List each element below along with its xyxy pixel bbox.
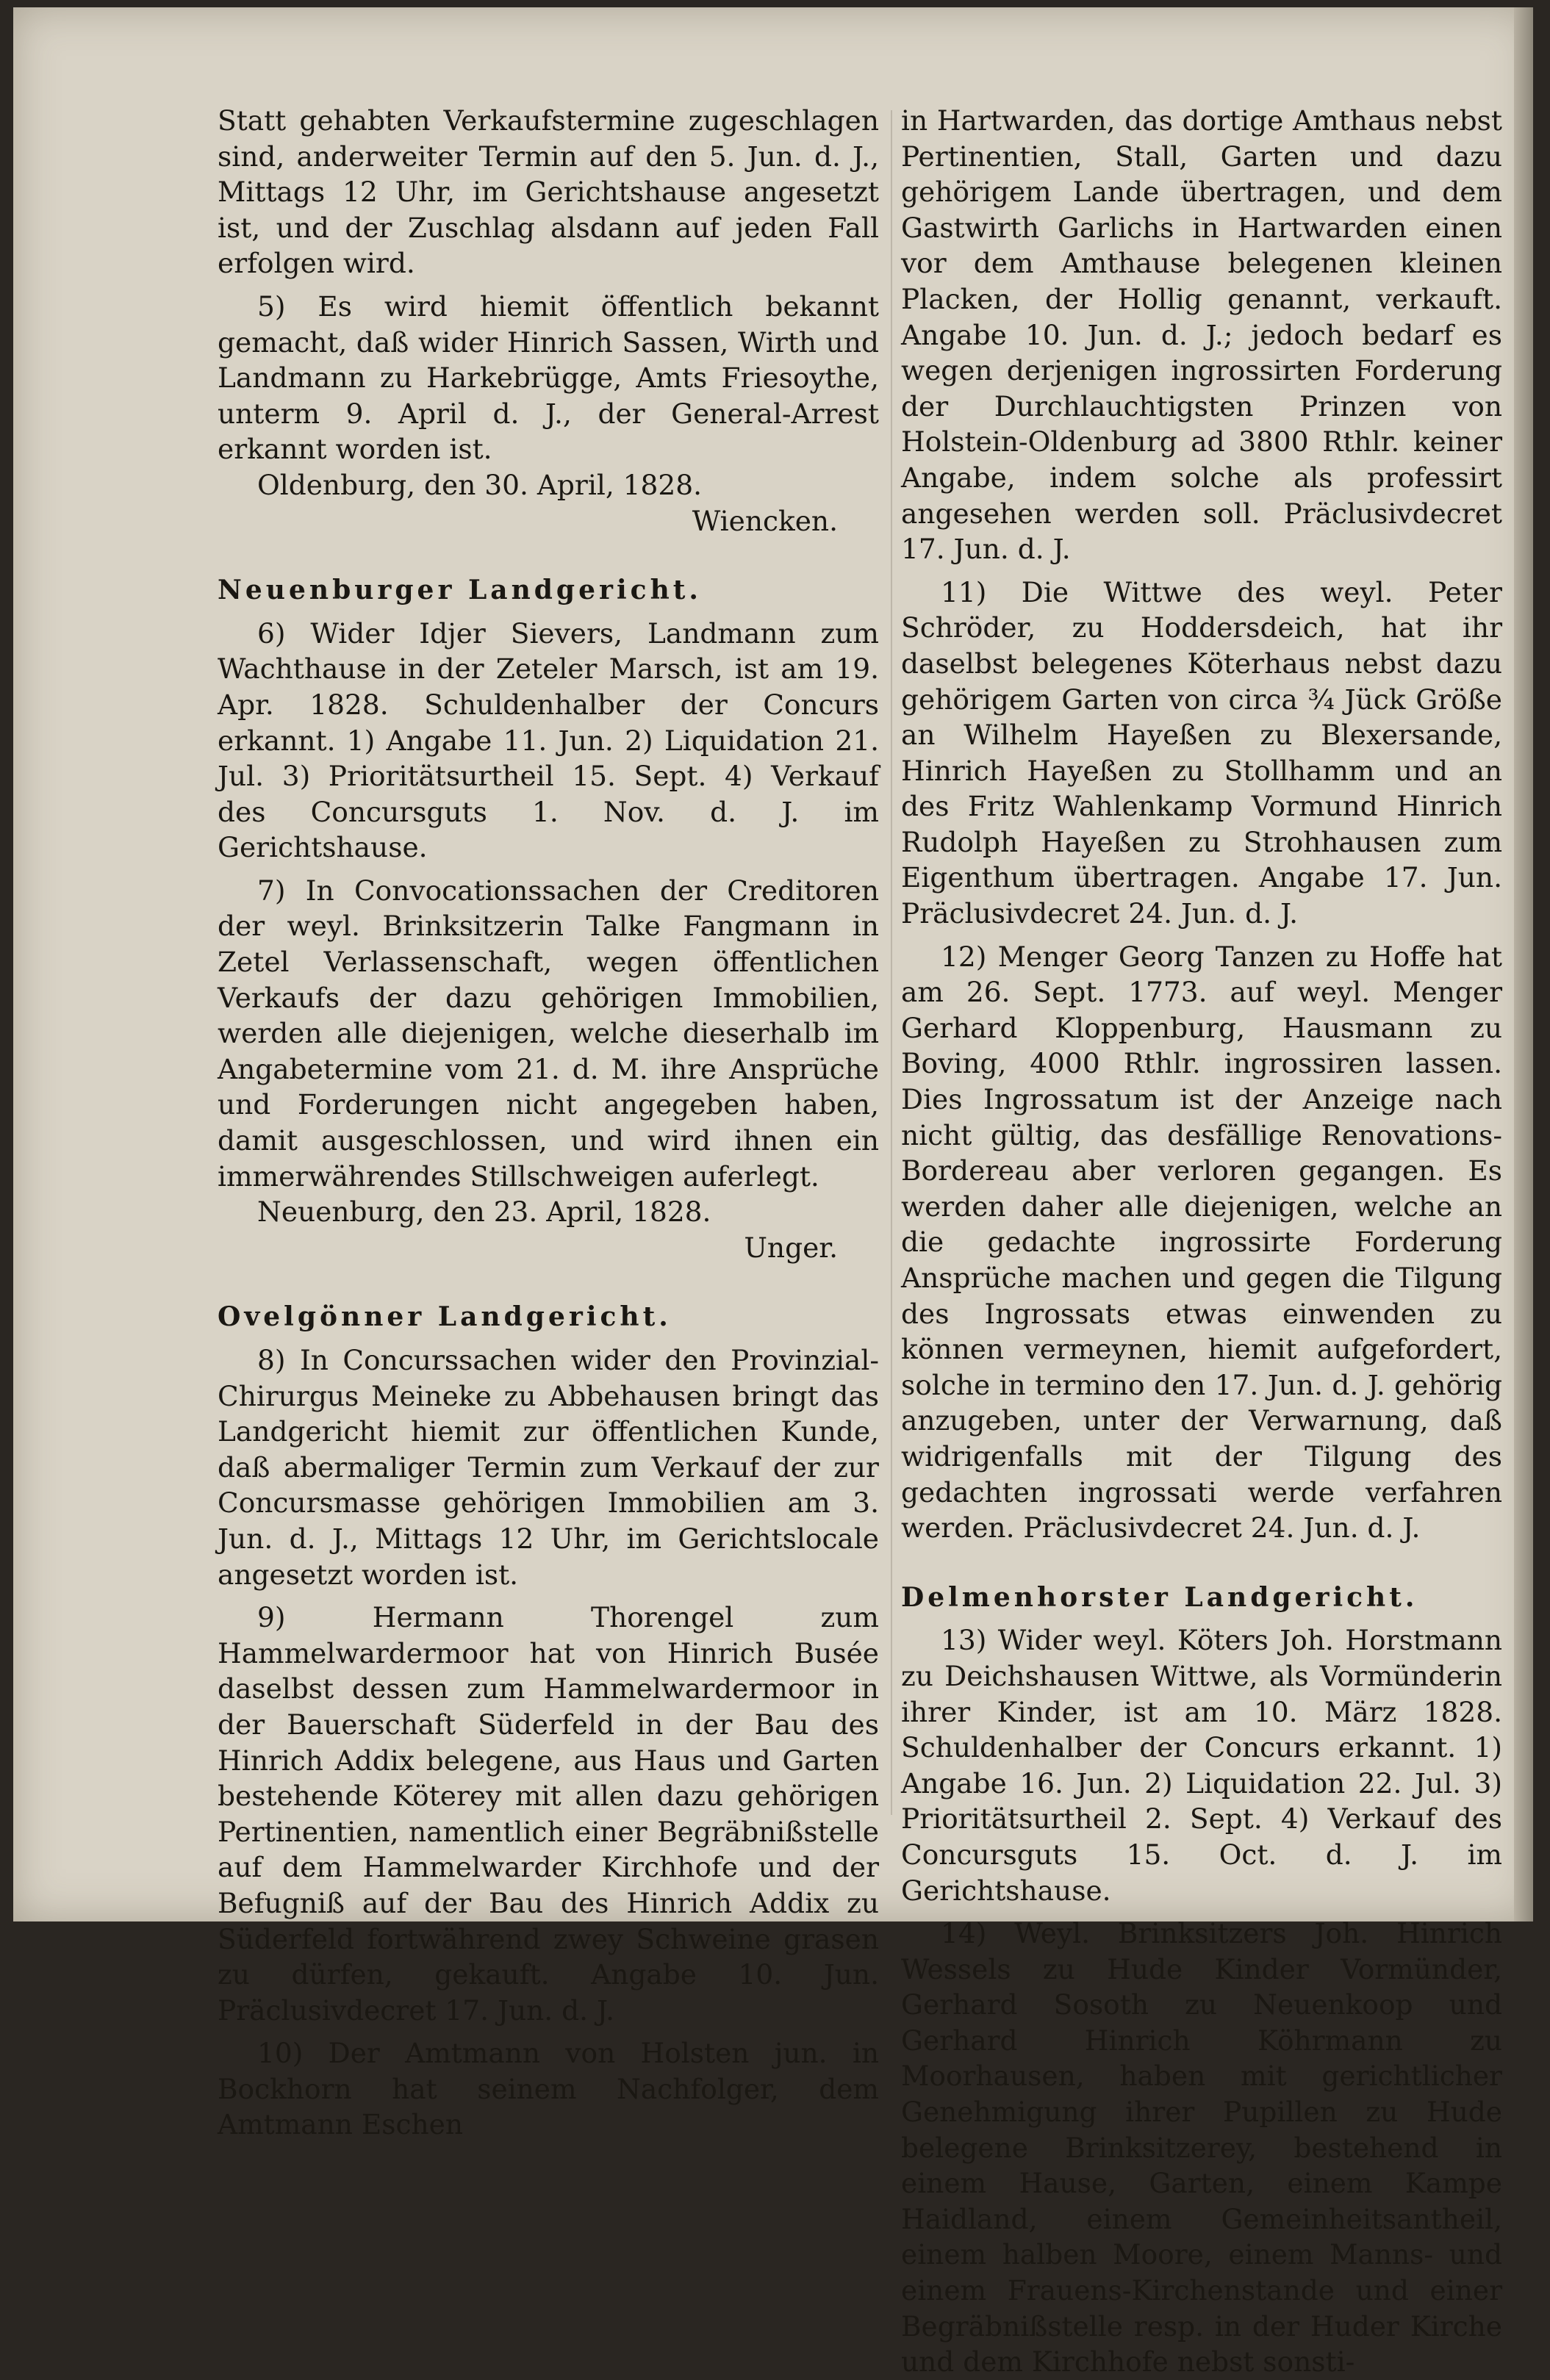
place-date-oldenburg: Oldenburg, den 30. April, 1828. (257, 468, 703, 501)
notice-8: 8) In Concurssachen wider den Provinzial-Chirurgus Meineke zu Abbehausen bringt das Landgericht hiemit zur öffentlichen Kunde, daß abermaliger Termin zum Verkauf der zur Concursmasse gehörigen Immobilien am 3. Jun. d. J., Mittags 12 Uhr, im Gerichtslocale angesetzt worden ist. (218, 1344, 879, 1591)
right-column (901, 103, 1502, 2380)
notice-6: 6) Wider Idjer Sievers, Landmann zum Wachthause in der Zeteler Marsch, ist am 19. Apr. 1828. Schuldenhalber der Concurs erkannt. 1) Angabe 11. Jun. 2) Liquidation 21. Jul. 3) Prioritätsurtheil 15. Sept. 4) Verkauf des Concursguts 1. Nov. d. J. im Gerichtshause. (218, 616, 879, 864)
heading-delmenhorst: Delmenhorster Landgericht. (901, 1581, 1418, 1613)
column-divider (891, 110, 892, 1815)
signature-wiencken: Wiencken. (692, 504, 838, 537)
notice-14: 14) Weyl. Brinksitzers Joh. Hinrich Wessels zu Hude Kinder Vormünder, Gerhard Sosoth zu Neuenkoop und Gerhard Hinrich Köhrmann zu Moorhausen, haben mit gerichtlicher Genehmigung ihrer Pupillen zu Hude belegene Brinksitzerey, bestehend in einem Hause, Garten, einem Kampe Haidland, einem Gemeinheitsantheil, einem halben Moore, einem Manns- und einem Frauens-Kirchenstande und einer Begräbnißstelle resp. in der Huder Kirche und dem Kirchhofe nebst sonsti- (901, 1917, 1502, 2379)
notice-10: 10) Der Amtmann von Holsten jun. in Bockhorn hat seinem Nachfolger, dem Amtmann Eschen (218, 2037, 879, 2141)
page-edge (1514, 7, 1533, 1921)
notice-13: 13) Wider weyl. Köters Joh. Horstmann zu Deichshausen Wittwe, als Vormünderin ihrer Kinder, ist am 10. März 1828. Schuldenhalber der Concurs erkannt. 1) Angabe 16. Jun. 2) Liquidation 22. Jul. 3) Prioritätsurtheil 2. Sept. 4) Verkauf des Concursguts 15. Oct. d. J. im Gerichtshause. (901, 1624, 1502, 1907)
notice-12: 12) Menger Georg Tanzen zu Hoffe hat am 26. Sept. 1773. auf weyl. Menger Gerhard Kloppenburg, Hausmann zu Boving, 4000 Rthlr. ingrossiren lassen. Dies Ingrossatum ist der Anzeige nach nicht gültig, das desfällige Renovations-Bordereau aber verloren gegangen. Es werden daher alle diejenigen, welche an die gedachte ingrossirte Forderung Ansprüche machen und gegen die Tilgung des Ingrossats etwas einwenden zu können vermeynen, hiemit aufgefordert, solche in termino den 17. Jun. d. J. gehörig anzugeben, unter der Verwarnung, daß widrigenfalls mit der Tilgung des gedachten ingrossati werde verfahren werden. Präclusivdecret 24. Jun. d. J. (901, 940, 1502, 1545)
signature-unger: Unger. (744, 1231, 838, 1264)
paragraph-continuation: Statt gehabten Verkaufstermine zugeschlagen sind, anderweiter Termin auf den 5. Jun. d. J., Mittags 12 Uhr, im Gerichtshause angesetzt ist, und der Zuschlag alsdann auf jeden Fall erfolgen wird. (218, 104, 879, 280)
notice-5: 5) Es wird hiemit öffentlich bekannt gemacht, daß wider Hinrich Sassen, Wirth und Landmann zu Harkebrügge, Amts Friesoythe, unterm 9. April d. J., der General-Arrest erkannt worden ist. (218, 290, 879, 466)
notice-11: 11) Die Wittwe des weyl. Peter Schröder, zu Hoddersdeich, hat ihr daselbst belegenes Köterhaus nebst dazu gehörigem Garten von circa ¾ Jück Größe an Wilhelm Hayeßen zu Blexersande, Hinrich Hayeßen zu Stollhamm und an des Fritz Wahlenkamp Vormund Hinrich Rudolph Hayeßen zu Strohhausen zum Eigenthum übertragen. Angabe 17. Jun. Präclusivdecret 24. Jun. d. J. (901, 575, 1502, 930)
notice-9: 9) Hermann Thorengel zum Hammelwardermoor hat von Hinrich Busée daselbst dessen zum Hammelwardermoor in der Bauerschaft Süderfeld in der Bau des Hinrich Addix belegene, aus Haus und Garten bestehende Köterey mit allen dazu gehörigen Pertinentien, namentlich einer Begräbnißstelle auf dem Hammelwarder Kirchhofe und der Befugniß auf der Bau des Hinrich Addix zu Süderfeld fortwährend zwey Schweine grasen zu dürfen, gekauft. Angabe 10. Jun. Präclusivdecret 17. Jun. d. J. (218, 1601, 879, 2027)
left-column (218, 103, 879, 2143)
place-date-neuenburg: Neuenburg, den 23. April, 1828. (257, 1196, 711, 1229)
heading-ovelgonne: Ovelgönner Landgericht. (218, 1301, 672, 1333)
notice-10-continuation: in Hartwarden, das dortige Amthaus nebst Pertinentien, Stall, Garten und dazu gehörigem Lande übertragen, und dem Gastwirth Garlichs in Hartwarden einen vor dem Amthause belegenen kleinen Placken, der Hollig genannt, verkauft. Angabe 10. Jun. d. J.; jedoch bedarf es wegen derjenigen ingrossirten Forderung der Durchlauchtigsten Prinzen von Holstein-Oldenburg ad 3800 Rthlr. keiner Angabe, indem solche als professirt angesehen werden soll. Präclusivdecret 17. Jun. d. J. (901, 104, 1502, 566)
heading-neuenburg: Neuenburger Landgericht. (218, 575, 702, 606)
notice-7: 7) In Convocationssachen der Creditoren der weyl. Brinksitzerin Talke Fangmann in Zetel Verlassenschaft, wegen öffentlichen Verkaufs der dazu gehörigen Immobilien, werden alle diejenigen, welche dieserhalb im Angabetermine vom 21. d. M. ihre Ansprüche und Forderungen nicht angegeben haben, damit ausgeschlossen, und wird ihnen ein immerwährendes Stillschweigen auferlegt. (218, 874, 879, 1193)
newspaper-page (13, 7, 1533, 2379)
